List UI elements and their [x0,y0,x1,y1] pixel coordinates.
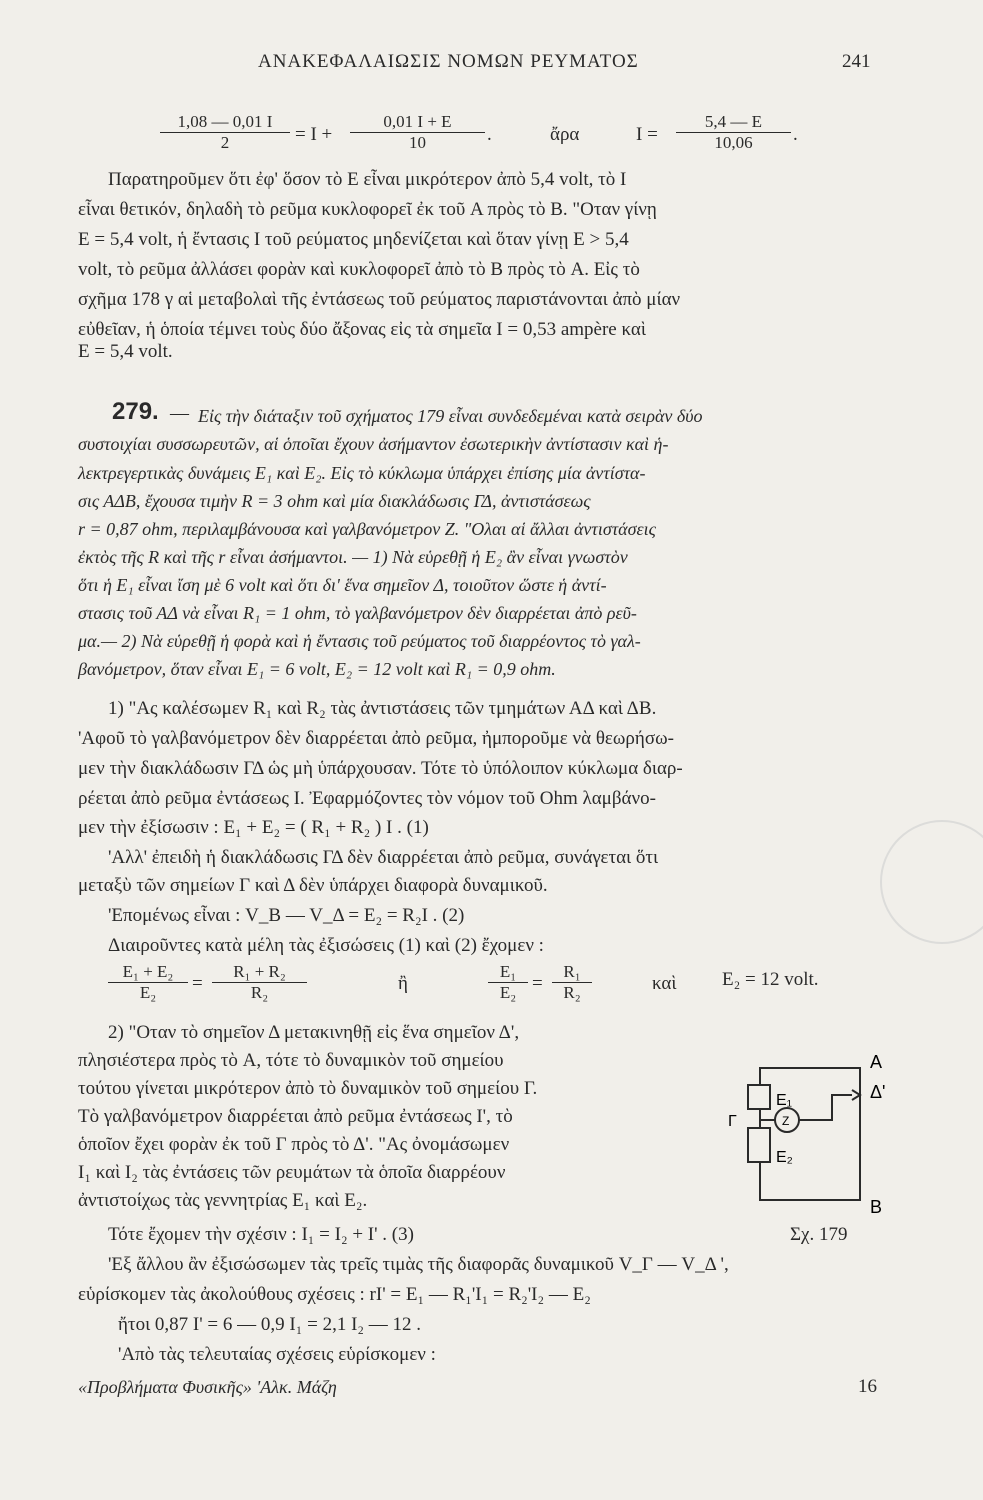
kai-word: καὶ [652,973,677,994]
fraction-a [108,962,188,1003]
solution-line: 1) "Ας καλέσωμεν R₁ καὶ R₂ τὰς ἀντιστάσεις τῶν τμημάτων ΑΔ καὶ ΔΒ. [108,698,657,719]
equation-dot: . [793,124,798,145]
or-word: ἢ [398,973,408,994]
fraction-denominator: 10 [409,133,426,152]
solution-line: 'Αλλ' ἐπειδὴ ἡ διακλάδωσις ΓΔ δὲν διαρρέεται ἀπὸ ρεῦμα, συνάγεται ὅτι [108,847,659,868]
label-Z: Z [782,1114,790,1128]
paragraph-line: εὐθεῖαν, ἡ ὁποία τέμνει τοὺς δύο ἄξονας εἰς τὰ σημεῖα I = 0,53 ampère καὶ [78,319,646,340]
figure-caption: Σχ. 179 [790,1224,848,1245]
part2-line: πλησιέστερα πρὸς τὸ A, τότε τὸ δυναμικὸν τοῦ σημείου [78,1050,504,1071]
circuit-loop [760,1068,860,1200]
problem-line: Εἰς τὴν διάταξιν τοῦ σχήματος 179 εἶναι συνδεδεμέναι κατὰ σειρὰν δύο [198,406,703,426]
part2-line: ἀντιστοίχως τὰς γεννητρίας E₁ καὶ E₂. [78,1190,368,1211]
fraction-denominator: E₂ [499,983,517,1002]
fraction-numerator: 5,4 — E [676,112,791,133]
part2-line: I₁ καὶ I₂ τὰς ἐντάσεις τῶν ρευμάτων τὰ ὁποῖα διαρρέουν [78,1162,506,1183]
fraction-denominator: 10,06 [714,133,753,152]
ara-word: ἄρα [550,124,580,145]
problem-dash: — [170,403,189,424]
fraction-numerator: E₁ [488,962,528,983]
paragraph-line: εἶναι θετικόν, δηλαδὴ τὸ ρεῦμα κυκλοφορεῖ ἐκ τοῦ A πρὸς τὸ B. "Οταν γίνῃ [78,199,657,220]
solution-line: ρέεται ἀπὸ ρεῦμα ἐντάσεως I. Ἐφαρμόζοντες τὸν νόμον τοῦ Ohm λαμβάνο- [78,788,656,809]
fraction-denominator: 2 [220,133,230,152]
solution-line: μεν τὴν ἐξίσωσιν : E₁ + E₂ = ( R₁ + R₂ ) I . (1) [78,817,429,838]
part2-line: ὁποῖον ἔχει φορὰν ἐκ τοῦ Γ πρὸς τὸ Δ'. "Ας ὀνομάσωμεν [78,1134,510,1155]
branch-to-d-wire [799,1095,852,1120]
problem-line: βανόμετρον, ὅταν εἶναι E₁ = 6 volt, E₂ = 12 volt καὶ R₁ = 0,9 ohm. [78,659,556,679]
solution-line: Διαιροῦντες κατὰ μέλη τὰς ἐξισώσεις (1) καὶ (2) ἔχομεν : [108,935,544,956]
fraction-denominator: R₂ [563,983,581,1002]
circuit-diagram [720,1050,920,1220]
final-line: Τότε ἔχομεν τὴν σχέσιν : I₁ = I₂ + I' . (3) [108,1224,414,1245]
part2-line: Τὸ γαλβανόμετρον διαρρέεται ἀπὸ ρεῦμα ἐντάσεως I', τὸ [78,1106,513,1127]
final-line: εὑρίσκομεν τὰς ἀκολούθους σχέσεις : rI' = E₁ — R₁'I₁ = R₂'I₂ — E₂ [78,1284,591,1305]
problem-line: r = 0,87 ohm, περιλαμβάνουσα καὶ γαλβανόμετρον Z. "Ολαι αἱ ἄλλαι ἀντιστάσεις [78,519,656,539]
fraction-1 [160,112,290,153]
fraction-c [488,962,528,1003]
fraction-numerator: 0,01 I + E [350,112,485,133]
running-header: ΑΝΑΚΕΦΑΛΑΙΩΣΙΣ ΝΟΜΩΝ ΡΕΥΜΑΤΟΣ [258,51,639,72]
result-e2: E₂ = 12 volt. [722,969,819,990]
equals-sign: = [192,973,203,994]
final-line: ἤτοι 0,87 I' = 6 — 0,9 I₁ = 2,1 I₂ — 12 . [118,1314,422,1335]
battery-e1-icon [748,1085,770,1109]
solution-line: 'Αφοῦ τὸ γαλβανόμετρον δὲν διαρρέεται ἀπὸ ρεῦμα, ἠμποροῦμε νὰ θεωρήσω- [78,728,674,749]
equals-sign: = [532,973,543,994]
fraction-numerator: 1,08 — 0,01 I [160,112,290,133]
i-equals: I = [636,124,658,145]
label-A: A [870,1052,883,1072]
part2-line: τούτου γίνεται μικρότερον ἀπὸ τὸ δυναμικὸν τοῦ σημείου Γ. [78,1078,538,1099]
footer-signature-number: 16 [858,1376,877,1397]
fraction-2 [350,112,485,153]
problem-line: ὅτι ἡ E₁ εἶναι ἴση μὲ 6 volt καὶ ὅτι δι' ἕνα σημεῖον Δ, τοιοῦτον ὥστε ἡ ἀντί- [78,575,607,595]
paragraph-line: Παρατηροῦμεν ὅτι ἐφ' ὅσον τὸ E εἶναι μικρότερον ἀπὸ 5,4 volt, τὸ I [108,169,627,190]
problem-line: λεκτρεγερτικὰς δυνάμεις E₁ καὶ E₂. Εἰς τὸ κύκλωμα ὑπάρχει ἐπίσης μία ἀντίστα- [78,463,646,483]
part2-line: 2) "Οταν τὸ σημεῖον Δ μετακινηθῇ εἰς ἕνα σημεῖον Δ', [108,1022,520,1043]
solution-line: μεταξὺ τῶν σημείων Γ καὶ Δ δὲν ὑπάρχει διαφορὰ δυναμικοῦ. [78,875,548,896]
problem-line: μα.— 2) Νὰ εὑρεθῇ ἡ φορὰ καὶ ἡ ἔντασις τοῦ ρεύματος τοῦ διαρρέοντος τὸ γαλ- [78,631,641,651]
label-B: B [870,1197,883,1217]
fraction-3 [676,112,791,153]
problem-line: σις ΑΔΒ, ἔχουσα τιμὴν R = 3 ohm καὶ μία διακλάδωσις ΓΔ, ἀντιστάσεως [78,491,591,511]
fraction-numerator: E₁ + E₂ [108,962,188,983]
equation-dot: . [487,124,492,145]
label-D-prime: Δ' [870,1082,886,1102]
final-line: 'Απὸ τὰς τελευταίας σχέσεις εὑρίσκομεν : [118,1344,436,1365]
paragraph-line: volt, τὸ ρεῦμα ἀλλάσει φορὰν καὶ κυκλοφορεῖ ἀπὸ τὸ B πρὸς τὸ A. Εἰς τὸ [78,259,640,280]
problem-line: ἐκτὸς τῆς R καὶ τῆς r εἶναι ἀσήμαντοι. — 1) Νὰ εὑρεθῇ ἡ E₂ ἂν εἶναι γνωστὸν [78,547,628,567]
final-line: 'Εξ ἄλλου ἂν ἐξισώσωμεν τὰς τρεῖς τιμὰς τῆς διαφορᾶς δυναμικοῦ V_Γ — V_Δ ', [108,1254,729,1275]
page-number: 241 [842,51,871,72]
problem-line: συστοιχίαι συσσωρευτῶν, αἱ ὁποῖαι ἔχουν ἀσήμαντον ἐσωτερικὴν ἀντίστασιν καὶ ἡ- [78,434,669,454]
solution-line: μεν τὴν διακλάδωσιν ΓΔ ὡς μὴ ὑπάρχουσαν. Τότε τὸ ὑπόλοιπον κύκλωμα διαρ- [78,758,683,779]
battery-e2-icon [748,1128,770,1162]
paragraph-line: E = 5,4 volt. [78,341,173,362]
fraction-numerator: R₁ [552,962,592,983]
library-stamp [880,820,983,944]
paragraph-line: σχῆμα 178 γ αἱ μεταβολαὶ τῆς ἐντάσεως τοῦ ρεύματος παριστάνονται ἀπὸ μίαν [78,289,681,310]
problem-number: 279. [112,398,159,425]
fraction-denominator: R₂ [250,983,269,1002]
solution-line: 'Επομένως εἶναι : V_B — V_Δ = E₂ = R₂I . (2) [108,905,465,926]
problem-line: στασις τοῦ ΑΔ νὰ εἶναι R₁ = 1 ohm, τὸ γαλβανόμετρον δὲν διαρρέεται ἀπὸ ρεῦ- [78,603,637,623]
paragraph-line: E = 5,4 volt, ἡ ἔντασις I τοῦ ρεύματος μηδενίζεται καὶ ὅταν γίνῃ E > 5,4 [78,229,629,250]
label-E1: E₁ [776,1092,793,1109]
footer-book-title: «Προβλήματα Φυσικῆς» 'Αλκ. Μάζη [78,1377,337,1397]
fraction-numerator: R₁ + R₂ [212,962,307,983]
arrow-icon [852,1090,860,1100]
fraction-denominator: E₂ [139,983,157,1002]
fraction-d [552,962,592,1003]
label-E2: E₂ [776,1149,793,1166]
label-G: Γ [728,1113,737,1130]
fraction-b [212,962,307,1003]
equation-middle: = I + [295,124,333,145]
